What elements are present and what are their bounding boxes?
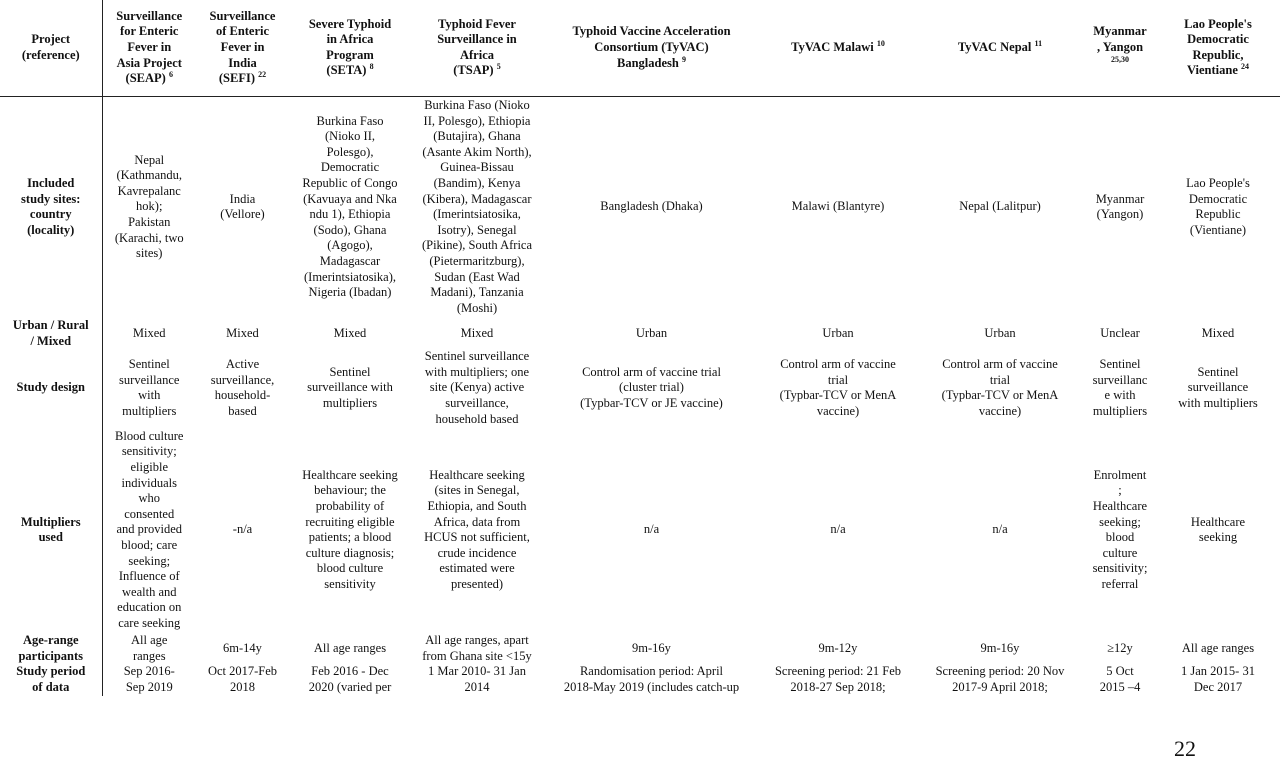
table-cell: Unclear bbox=[1084, 318, 1156, 349]
table-cell: n/a bbox=[916, 427, 1084, 633]
column-header-label: TyVAC Nepal bbox=[958, 40, 1032, 54]
table-cell: Healthcare seeking (sites in Senegal, Ethiopia, and South Africa, data from HCUS not sufficient, crude incidence estimated were presented) bbox=[411, 427, 543, 633]
column-header bbox=[1084, 0, 1156, 96]
table-cell: n/a bbox=[543, 427, 760, 633]
row-label: Study period of data bbox=[0, 664, 102, 695]
table-cell: 9m-16y bbox=[916, 633, 1084, 664]
row-label: Age-range participants bbox=[0, 633, 102, 664]
table-cell: Malawi (Blantyre) bbox=[760, 96, 916, 318]
column-header-label: Lao People's Democratic Republic, Vientiane bbox=[1184, 17, 1252, 78]
column-header bbox=[916, 0, 1084, 96]
table-cell: Active surveillance, household- based bbox=[196, 349, 289, 427]
column-header bbox=[102, 0, 196, 96]
table-cell: Control arm of vaccine trial (Typbar-TCV or MenA vaccine) bbox=[760, 349, 916, 427]
table-cell: Control arm of vaccine trial (cluster trial) (Typbar-TCV or JE vaccine) bbox=[543, 349, 760, 427]
table-cell: Healthcare seeking bbox=[1156, 427, 1280, 633]
reference-superscript: 8 bbox=[370, 62, 374, 71]
table-cell: Mixed bbox=[1156, 318, 1280, 349]
table-cell: 1 Mar 2010- 31 Jan 2014 bbox=[411, 664, 543, 695]
table-cell: Blood culture sensitivity; eligible individuals who consented and provided blood; care seeking; Influence of wealth and education on care seeking bbox=[102, 427, 196, 633]
table-cell: Urban bbox=[916, 318, 1084, 349]
table-cell: 6m-14y bbox=[196, 633, 289, 664]
table-cell: 1 Jan 2015- 31 Dec 2017 bbox=[1156, 664, 1280, 695]
table-cell: Nepal (Lalitpur) bbox=[916, 96, 1084, 318]
reference-superscript: 24 bbox=[1241, 62, 1249, 71]
table-cell: Mixed bbox=[411, 318, 543, 349]
table-row-multipliers bbox=[0, 427, 1280, 633]
table-cell: Sentinel surveillance with multipliers bbox=[102, 349, 196, 427]
table-cell: 9m-16y bbox=[543, 633, 760, 664]
column-header-label: Project (reference) bbox=[22, 32, 80, 62]
table-row-sites bbox=[0, 96, 1280, 318]
column-header-label: Myanmar , Yangon bbox=[1093, 24, 1146, 54]
table-cell: All age ranges bbox=[1156, 633, 1280, 664]
table-cell: Sentinel surveillance with multipliers bbox=[289, 349, 411, 427]
table-cell: Bangladesh (Dhaka) bbox=[543, 96, 760, 318]
table-cell: Urban bbox=[543, 318, 760, 349]
table-cell: Urban bbox=[760, 318, 916, 349]
table-cell: Mixed bbox=[289, 318, 411, 349]
reference-superscript: 6 bbox=[169, 70, 173, 79]
row-label: Included study sites: country (locality) bbox=[0, 96, 102, 318]
table-cell: Randomisation period: April 2018-May 2019 (includes catch-up bbox=[543, 664, 760, 695]
reference-superscript: 25,30 bbox=[1111, 54, 1129, 63]
table-cell: Mixed bbox=[196, 318, 289, 349]
reference-superscript: 11 bbox=[1035, 39, 1043, 48]
table-header bbox=[0, 0, 1280, 96]
table-cell: Sentinel surveillance with multipliers; one site (Kenya) active surveillance, household based bbox=[411, 349, 543, 427]
column-header bbox=[411, 0, 543, 96]
column-header bbox=[196, 0, 289, 96]
page-number bbox=[1174, 736, 1196, 762]
table-body bbox=[0, 96, 1280, 696]
table-cell: Enrolment ; Healthcare seeking; blood culture sensitivity; referral bbox=[1084, 427, 1156, 633]
table-cell: Myanmar (Yangon) bbox=[1084, 96, 1156, 318]
table-cell: All age ranges, apart from Ghana site <15y bbox=[411, 633, 543, 664]
table-cell: Mixed bbox=[102, 318, 196, 349]
column-header-label: Surveillance for Enteric Fever in Asia Project (SEAP) bbox=[116, 9, 182, 85]
column-header-project bbox=[0, 0, 102, 96]
reference-superscript: 10 bbox=[877, 39, 885, 48]
column-header-label: Surveillance of Enteric Fever in India (SEFI) bbox=[210, 9, 276, 85]
table-cell: 5 Oct 2015 –4 bbox=[1084, 664, 1156, 695]
column-header bbox=[543, 0, 760, 96]
table-cell: -n/a bbox=[196, 427, 289, 633]
row-label: Study design bbox=[0, 349, 102, 427]
table-cell: Burkina Faso (Nioko II, Polesgo), Ethiopia (Butajira), Ghana (Asante Akim North), Guinea-Bissau (Bandim), Kenya (Kibera), Madagascar (Imerintsiatosika, Isotry), Senegal (Pikine), South Africa (Pietermaritzburg), Sudan (East Wad Madani), Tanzania (Moshi) bbox=[411, 96, 543, 318]
reference-superscript: 22 bbox=[258, 70, 266, 79]
reference-superscript: 9 bbox=[682, 54, 686, 63]
column-header-label: Typhoid Fever Surveillance in Africa (TSAP) bbox=[437, 17, 517, 78]
table-cell: Screening period: 20 Nov 2017-9 April 2018; bbox=[916, 664, 1084, 695]
table-cell: Sentinel surveillanc e with multipliers bbox=[1084, 349, 1156, 427]
column-header bbox=[760, 0, 916, 96]
table-cell: All age ranges bbox=[102, 633, 196, 664]
table-cell: Sep 2016- Sep 2019 bbox=[102, 664, 196, 695]
table-cell: All age ranges bbox=[289, 633, 411, 664]
table-cell: ≥12y bbox=[1084, 633, 1156, 664]
table-cell: 9m-12y bbox=[760, 633, 916, 664]
table-cell: Lao People's Democratic Republic (Vientiane) bbox=[1156, 96, 1280, 318]
row-label: Urban / Rural / Mixed bbox=[0, 318, 102, 349]
column-header bbox=[1156, 0, 1280, 96]
column-header-label: Severe Typhoid in Africa Program (SETA) bbox=[309, 17, 391, 78]
table-cell: Control arm of vaccine trial (Typbar-TCV or MenA vaccine) bbox=[916, 349, 1084, 427]
table-row-age bbox=[0, 633, 1280, 664]
column-header-label: TyVAC Malawi bbox=[791, 40, 874, 54]
table-cell: India (Vellore) bbox=[196, 96, 289, 318]
table-row-period bbox=[0, 664, 1280, 695]
table-cell: Nepal (Kathmandu, Kavrepalanc hok); Pakistan (Karachi, two sites) bbox=[102, 96, 196, 318]
table-cell: Sentinel surveillance with multipliers bbox=[1156, 349, 1280, 427]
column-header bbox=[289, 0, 411, 96]
column-header-label: Typhoid Vaccine Acceleration Consortium (TyVAC) Bangladesh bbox=[572, 24, 730, 69]
table-row-setting bbox=[0, 318, 1280, 349]
table-cell: Screening period: 21 Feb 2018-27 Sep 2018; bbox=[760, 664, 916, 695]
table-cell: n/a bbox=[760, 427, 916, 633]
table-row-design bbox=[0, 349, 1280, 427]
table-cell: Oct 2017-Feb 2018 bbox=[196, 664, 289, 695]
table-cell: Feb 2016 - Dec 2020 (varied per bbox=[289, 664, 411, 695]
table-cell: Healthcare seeking behaviour; the probability of recruiting eligible patients; a blood culture diagnosis; blood culture sensitivity bbox=[289, 427, 411, 633]
row-label: Multipliers used bbox=[0, 427, 102, 633]
table-cell: Burkina Faso (Nioko II, Polesgo), Democratic Republic of Congo (Kavuaya and Nka ndu 1), Ethiopia (Sodo), Ghana (Agogo), Madagascar (Imerintsiatosika), Nigeria (Ibadan) bbox=[289, 96, 411, 318]
reference-superscript: 5 bbox=[497, 62, 501, 71]
